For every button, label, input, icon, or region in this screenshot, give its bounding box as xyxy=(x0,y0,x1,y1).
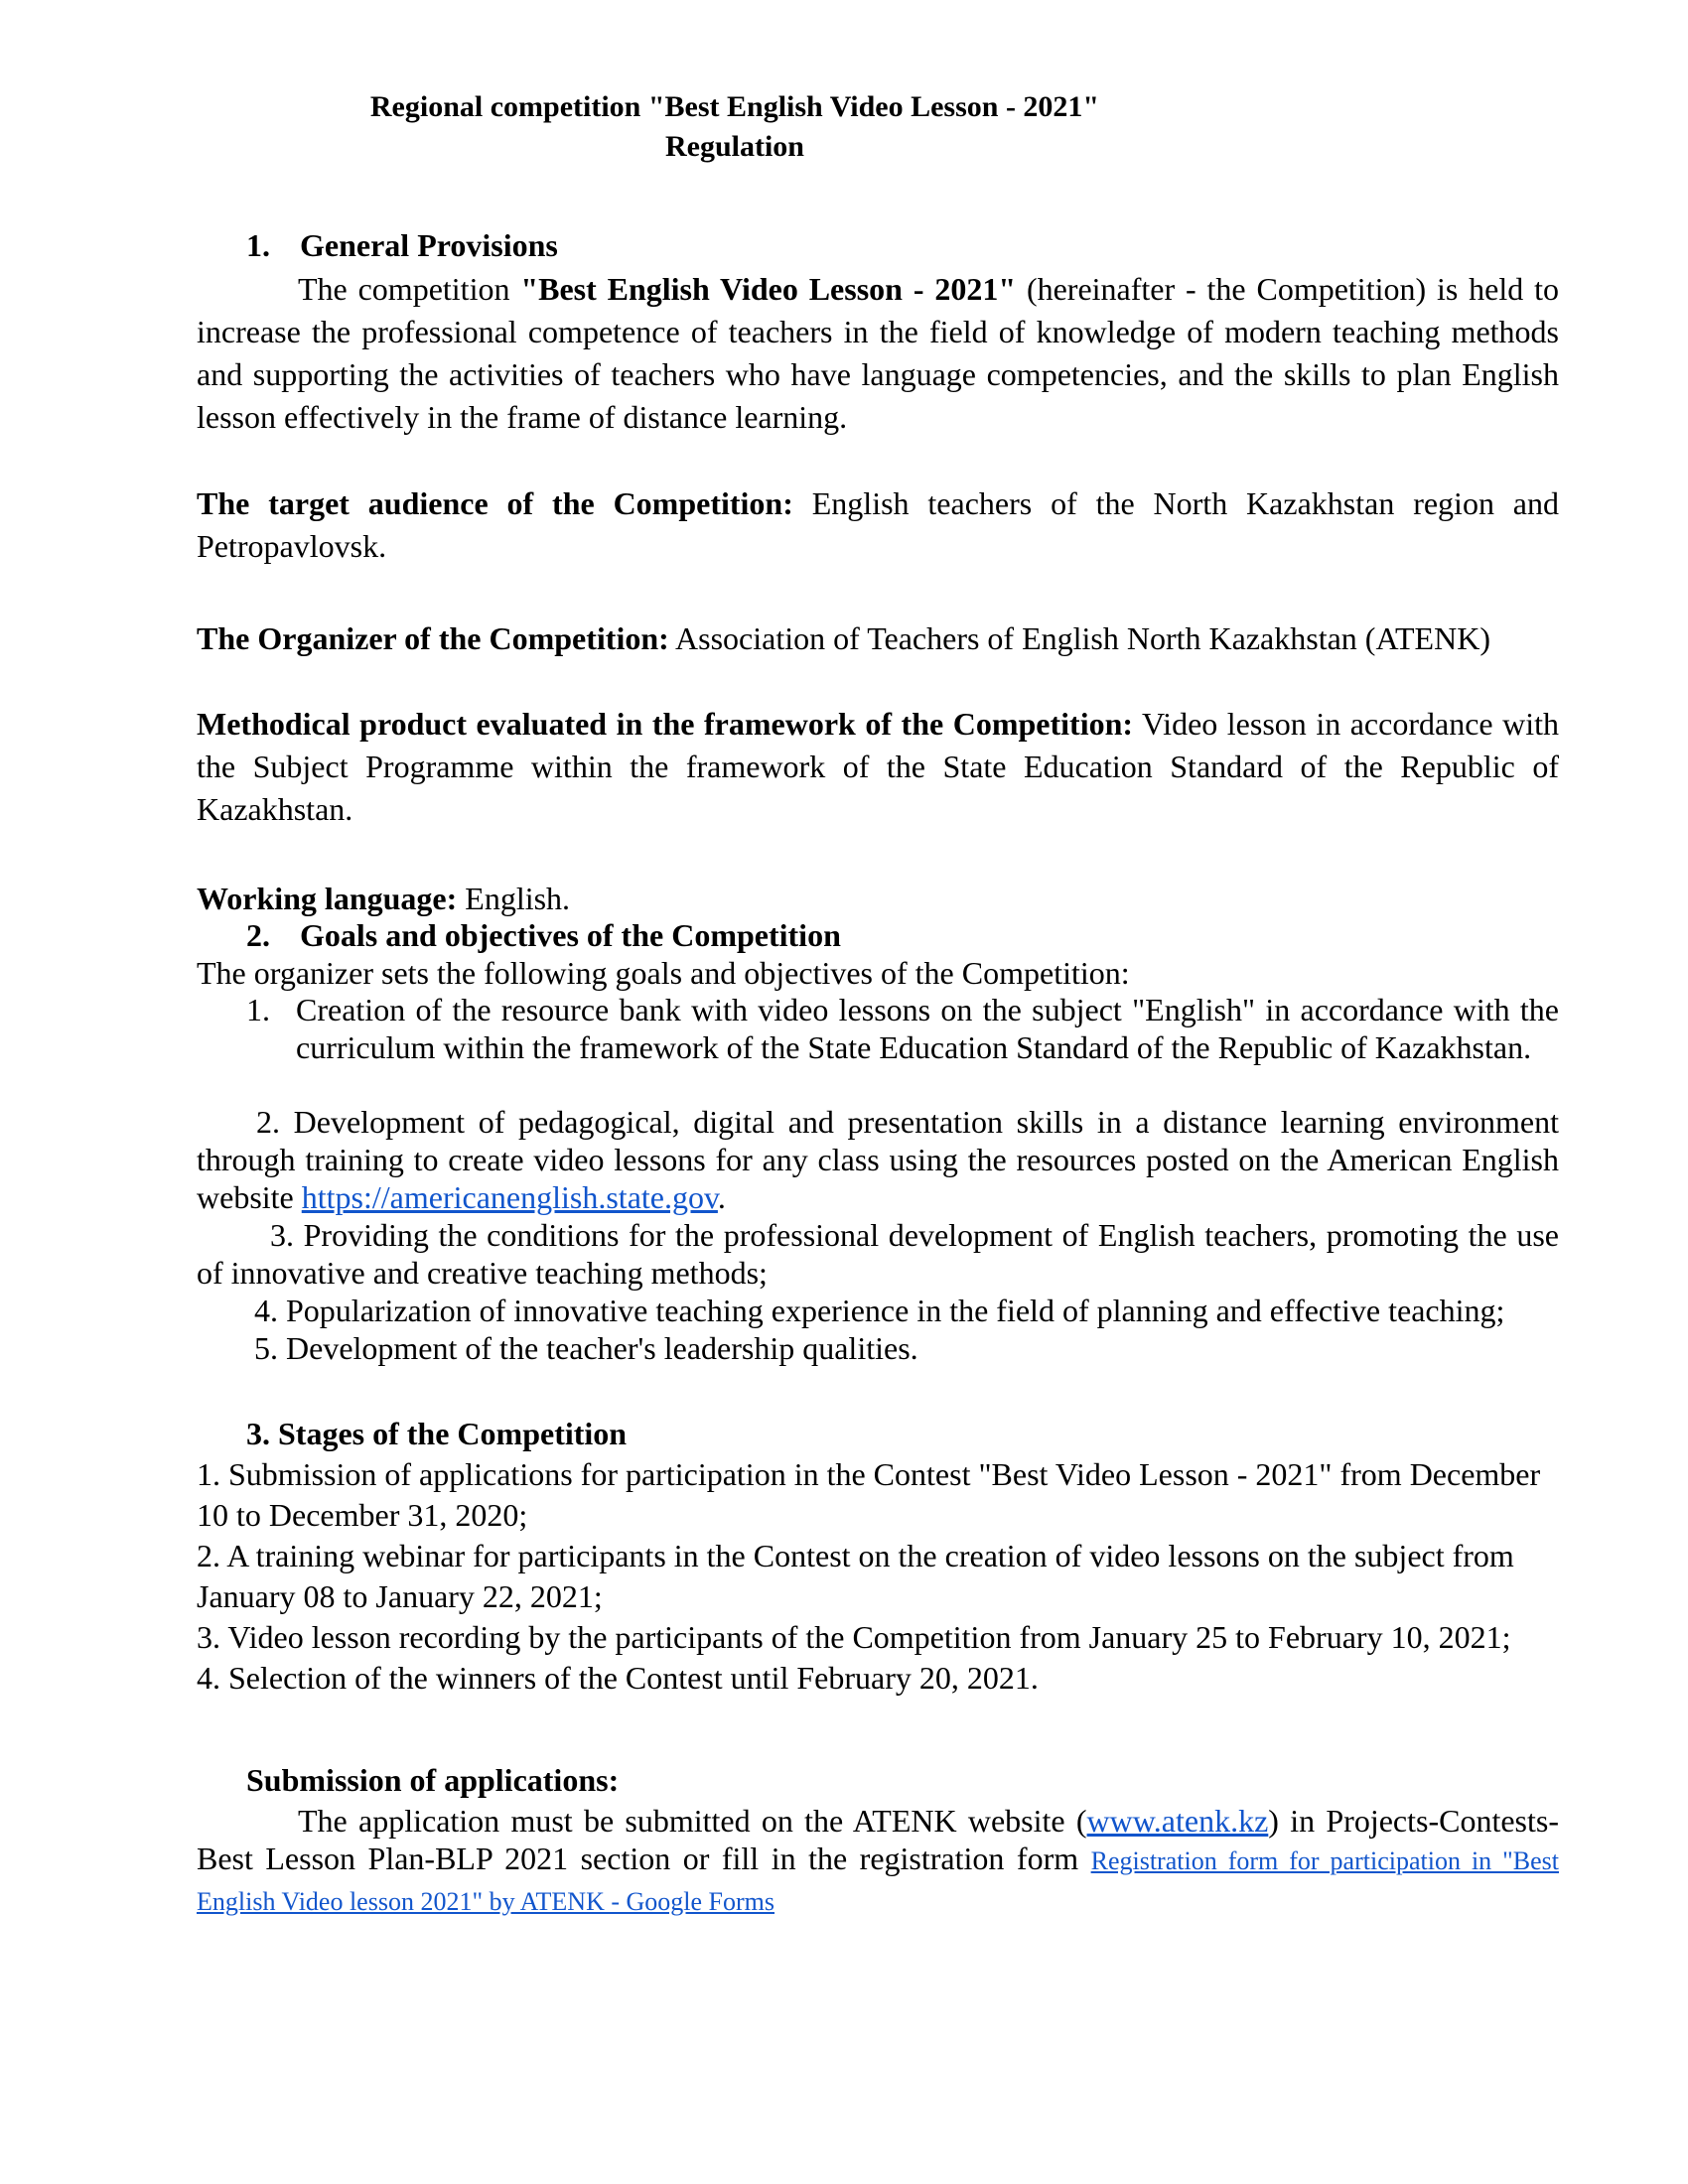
working-language xyxy=(197,878,1559,919)
organizer xyxy=(197,617,1559,660)
goal-4: 4. Popularization of innovative teaching experience in the field of planning and effective teaching; xyxy=(254,1293,1505,1328)
target-audience-label: The target audience of the Competition: xyxy=(197,485,793,521)
submission-text-start: The application must be submitted on the ATENK website ( xyxy=(298,1803,1087,1839)
p1-text-end: (hereinafter - the Competition) is held to increase the professional competence of teachers in the field of knowledge of modern teaching methods and supporting the activities of teachers who have language competencies, and the skills to plan English lesson effectively in the frame of distance learning. xyxy=(197,271,1560,435)
organizer-label: The Organizer of the Competition: xyxy=(197,620,669,656)
submission-heading: Submission of applications: xyxy=(246,1762,620,1798)
stage-1: 1. Submission of applications for participation in the Contest "Best Video Lesson - 2021" from December 10 to December 31, 2020; xyxy=(197,1456,1541,1533)
section-1-paragraph xyxy=(197,268,1559,439)
submission-text-mid: ) in Projects-Contests-Best Lesson Plan-BLP 2021 section or fill in the registration form xyxy=(197,1803,1560,1876)
section-1-title: General Provisions xyxy=(300,227,558,263)
stage-4: 4. Selection of the winners of the Contest until February 20, 2021. xyxy=(197,1660,1039,1696)
american-english-link[interactable]: https://americanenglish.state.gov xyxy=(301,1179,718,1215)
section-3-heading: 3. Stages of the Competition xyxy=(246,1416,628,1451)
goals-intro: The organizer sets the following goals and objectives of the Competition: xyxy=(197,955,1130,991)
goal-3: 3. Providing the conditions for the professional development of English teachers, promoting the use of innovative and creative teaching methods; xyxy=(197,1217,1559,1291)
title-line-2: Regulation xyxy=(664,130,804,163)
goal-2-end: . xyxy=(717,1179,726,1215)
goal-1-text: Creation of the resource bank with video lessons on the subject "English" in accordance with the curriculum within the framework of the State Education Standard of the Republic of Kazakhstan. xyxy=(296,992,1559,1065)
section-2-heading xyxy=(246,915,1559,955)
methodical-product-text: Video lesson in accordance with the Subject Programme within the framework of the State Education Standard of the Republic of Kazakhstan. xyxy=(197,706,1560,827)
organizer-text: Association of Teachers of English North Kazakhstan (ATENK) xyxy=(668,620,1490,656)
goal-2 xyxy=(197,1103,1559,1216)
goal-5: 5. Development of the teacher's leadership qualities. xyxy=(254,1330,918,1366)
p1-competition-name: "Best English Video Lesson - 2021" xyxy=(520,271,1017,307)
working-language-label: Working language: xyxy=(197,881,458,916)
target-audience-text: English teachers of the North Kazakhstan region and Petropavlovsk. xyxy=(197,485,1560,564)
target-audience xyxy=(197,482,1559,568)
section-1-heading xyxy=(246,225,1559,265)
methodical-product xyxy=(197,703,1559,831)
section-2-number: 2. xyxy=(246,917,270,953)
title-line-1: Regional competition "Best English Video Lesson - 2021" xyxy=(369,90,1100,123)
stage-2: 2. A training webinar for participants in the Contest on the creation of video lessons on the subject from January 08 to January 22, 2021; xyxy=(197,1538,1514,1614)
section-2-title: Goals and objectives of the Competition xyxy=(300,917,841,953)
atenk-website-link[interactable]: www.atenk.kz xyxy=(1086,1803,1269,1839)
goal-1 xyxy=(246,991,1559,1066)
document-title xyxy=(0,87,1688,167)
section-1-number: 1. xyxy=(246,227,270,263)
goal-2-text: 2. Development of pedagogical, digital and presentation skills in a distance learning environment through training to create video lessons for any class using the resources posted on the American English website xyxy=(197,1104,1559,1215)
goal-1-number: 1. xyxy=(246,992,270,1027)
working-language-text: English. xyxy=(457,881,571,916)
registration-form-link[interactable]: Registration form for participation in "Best English Video lesson 2021" by ATENK - Google Forms xyxy=(197,1846,1560,1916)
methodical-product-label: Methodical product evaluated in the framework of the Competition: xyxy=(197,706,1134,742)
p1-text-start: The competition xyxy=(298,271,521,307)
stage-3: 3. Video lesson recording by the participants of the Competition from January 25 to February 10, 2021; xyxy=(197,1619,1511,1655)
submission-paragraph xyxy=(197,1802,1559,1921)
